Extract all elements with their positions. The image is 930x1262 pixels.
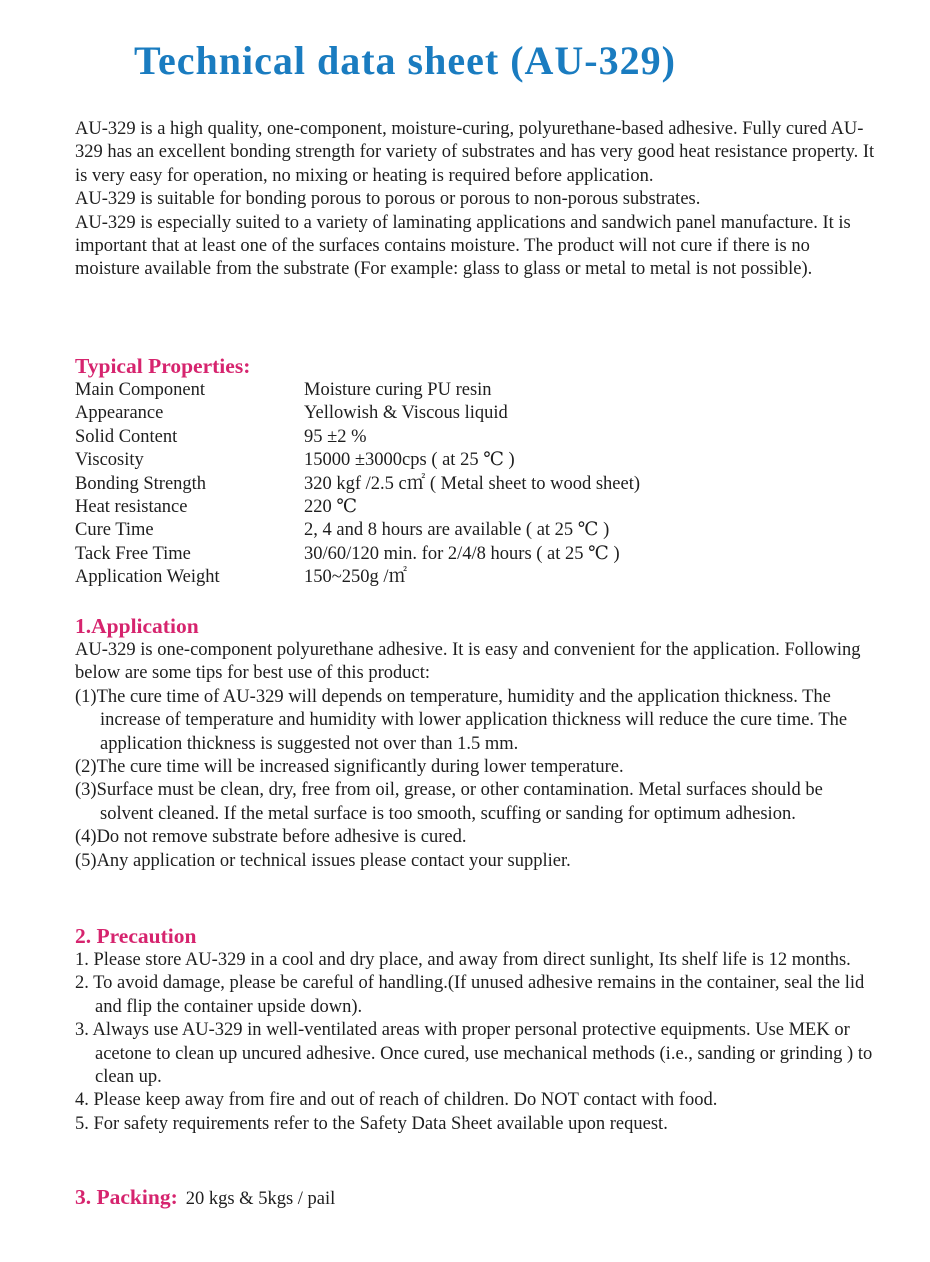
property-label: Viscosity	[75, 450, 144, 471]
property-row	[75, 426, 875, 449]
application-tip: (3)Surface must be clean, dry, free from oil, grease, or other contamination. Metal surfaces should be solvent cleaned. If the metal surface is too smooth, scuffing or sanding for optimum adhesion.	[75, 780, 823, 824]
precaution-item: 2. To avoid damage, please be careful of handling.(If unused adhesive remains in the container, seal the lid and flip the container upside down).	[75, 973, 865, 1017]
application-tip: (2)The cure time will be increased significantly during lower temperature.	[75, 757, 624, 778]
packing-section	[75, 1184, 875, 1211]
property-label: Main Component	[75, 380, 206, 400]
precaution-section	[75, 923, 875, 1136]
application-tip: (4)Do not remove substrate before adhesive is cured.	[75, 827, 467, 848]
precaution-item: 4. Please keep away from fire and out of reach of children. Do NOT contact with food.	[75, 1090, 718, 1111]
property-value: 220 ℃	[304, 497, 358, 518]
application-intro: AU-329 is one-component polyurethane adhesive. It is easy and convenient for the application. Following below are some tips for best use of this product:	[75, 640, 861, 684]
property-row	[75, 449, 875, 472]
application-heading: 1.Application	[75, 614, 199, 638]
property-value: 150~250g /㎡	[304, 567, 408, 588]
application-tip: (5)Any application or technical issues please contact your supplier.	[75, 850, 571, 871]
precaution-item: 3. Always use AU-329 in well-ventilated areas with proper personal protective equipments. Use MEK or acetone to clean up uncured adhesive. Once cured, use mechanical methods (i.e., sanding or grinding ) to clean up.	[75, 1020, 873, 1088]
property-value: 95 ±2 %	[304, 426, 367, 447]
typical-properties-section	[75, 353, 875, 590]
precaution-item: 5. For safety requirements refer to the Safety Data Sheet available upon request.	[75, 1113, 668, 1134]
property-value: Moisture curing PU resin	[304, 380, 492, 400]
property-row	[75, 543, 875, 566]
property-value: 15000 ±3000cps ( at 25 ℃ )	[304, 450, 515, 471]
property-row	[75, 473, 875, 496]
property-label: Application Weight	[75, 567, 220, 588]
intro-paragraph: AU-329 is especially suited to a variety of laminating applications and sandwich panel manufacture. It is important that at least one of the surfaces contains moisture. The product will not cure if there is no moisture available from the substrate (For example: glass to glass or metal to metal is not possible).	[75, 212, 851, 280]
precaution-heading: 2. Precaution	[75, 924, 197, 948]
packing-heading: 3. Packing:	[75, 1185, 178, 1209]
property-row	[75, 379, 875, 402]
property-row	[75, 402, 875, 425]
property-label: Bonding Strength	[75, 473, 207, 494]
application-section	[75, 613, 875, 873]
property-value: 2, 4 and 8 hours are available ( at 25 ℃ )	[304, 520, 610, 541]
property-label: Appearance	[75, 403, 164, 424]
property-value: 30/60/120 min. for 2/4/8 hours ( at 25 ℃ )	[304, 543, 620, 564]
application-tip: (1)The cure time of AU-329 will depends on temperature, humidity and the application thickness. The increase of temperature and humidity with lower application thickness will reduce the cure time. The application thickness is suggested not over than 1.5 mm.	[75, 686, 848, 754]
packing-value: 20 kgs & 5kgs / pail	[185, 1189, 336, 1209]
typical-properties-heading: Typical Properties:	[75, 354, 251, 378]
property-label: Solid Content	[75, 426, 178, 447]
precaution-item: 1. Please store AU-329 in a cool and dry place, and away from direct sunlight, Its shelf life is 12 months.	[75, 950, 851, 970]
property-label: Heat resistance	[75, 497, 188, 518]
property-label: Tack Free Time	[75, 543, 191, 564]
property-value: Yellowish & Viscous liquid	[304, 403, 508, 424]
intro-section	[75, 118, 875, 282]
property-value: 320 kgf /2.5 c㎡ ( Metal sheet to wood sheet)	[304, 473, 641, 494]
intro-paragraph: AU-329 is a high quality, one-component, moisture-curing, polyurethane-based adhesive. Fully cured AU-329 has an excellent bonding strength for variety of substrates and has very good heat resistance property. It is very easy for operation, no mixing or heating is required before application.	[75, 119, 875, 186]
property-row	[75, 519, 875, 542]
page-title: Technical data sheet (AU-329)	[134, 38, 676, 83]
intro-paragraph: AU-329 is suitable for bonding porous to porous or porous to non-porous substrates.	[75, 189, 701, 210]
property-label: Cure Time	[75, 520, 154, 541]
property-row	[75, 566, 875, 589]
property-row	[75, 496, 875, 519]
